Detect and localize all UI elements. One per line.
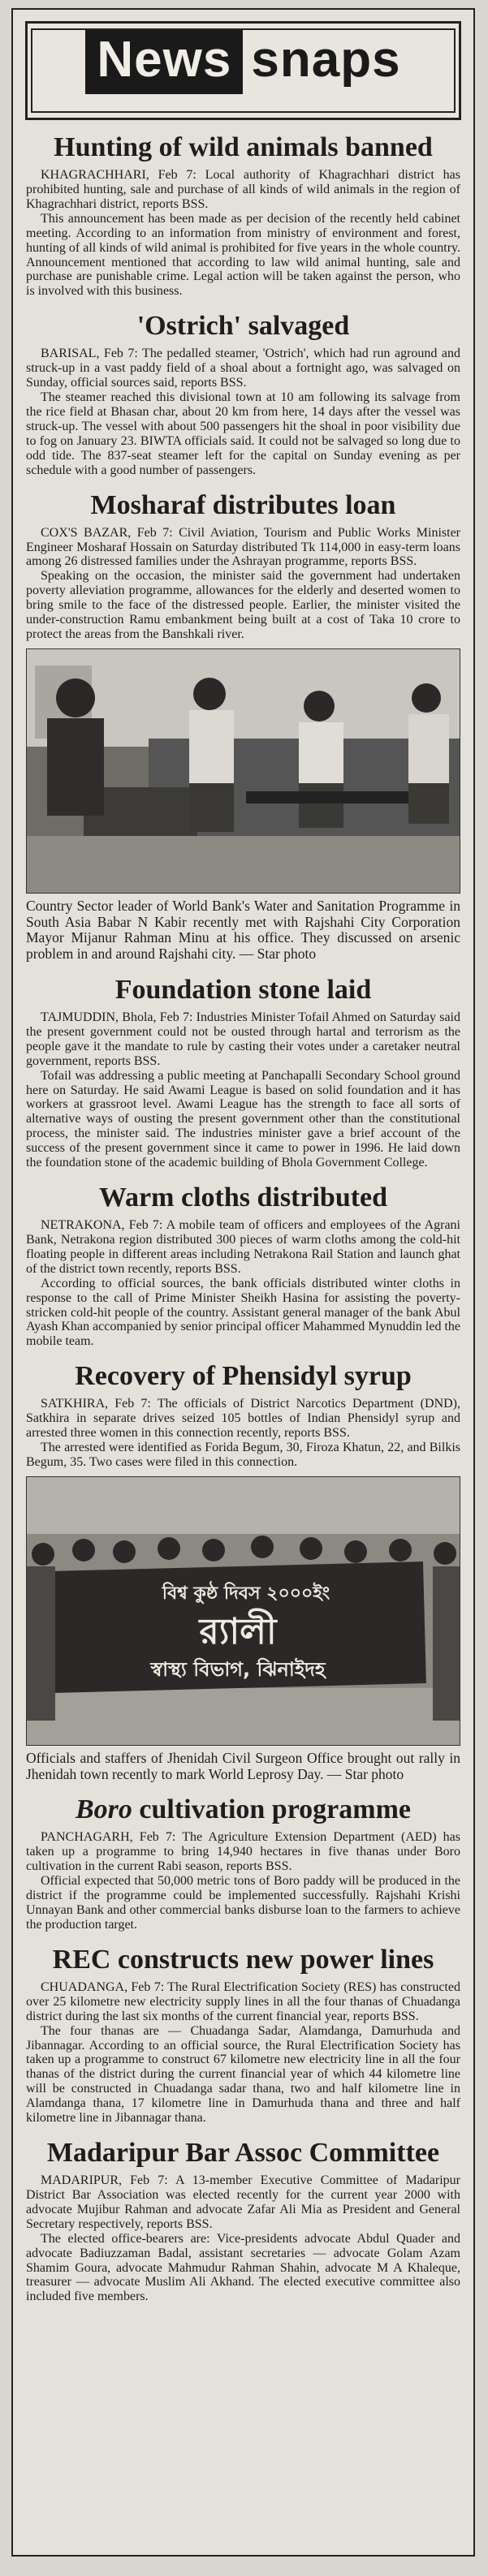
article-body bbox=[26, 168, 460, 299]
banner-line-1: বিশ্ব কুষ্ঠ দিবস ২০০০ইং bbox=[162, 1583, 330, 1604]
article-headline: Madaripur Bar Assoc Committee bbox=[46, 2137, 440, 2168]
masthead-word-snaps: snaps bbox=[251, 32, 401, 88]
article-body bbox=[26, 347, 460, 477]
article-headline: 'Ostrich' salvaged bbox=[136, 311, 350, 342]
photo-caption: Country Sector leader of World Bank's Water and Sanitation Programme in South Asia Babar N Kabir recently met with Rajshahi City Corporation Mayor Mijanur Rahman Minu at his office. They discussed on arsenic problem in and around Rajshahi city. — Star photo bbox=[26, 897, 460, 963]
article-paragraph: The four thanas are — Chuadanga Sadar, Alamdanga, Damurhuda and Jibannagar. According to an official source, the Rural Electrification Society has taken up a programme to construct 67 kilometre new electricity line in all the four thanas of the district during the current financial year of which 44 kilometre line will be constructed in Chuadanga sadar thana, two and half kilometre line in Alamdanga thana, 17 kilometre line in Damurhuda thana and three and half kilometre line in Jibannagar thana. bbox=[26, 2023, 460, 2126]
article-paragraph: SATKHIRA, Feb 7: The officials of District Narcotics Department (DND), Satkhira in separate drives seized 105 bottles of Indian Phensidyl syrup and arrested three women in this connection recently, reports BSS. bbox=[26, 1397, 460, 1441]
article-paragraph: MADARIPUR, Feb 7: A 13-member Executive Committee of Madaripur District Bar Association was elected recently for the current year 2000 with advocate Mujibur Rahman and advocate Zafar Ali Mia as President and General Secretary respectively, reports BSS. bbox=[26, 2173, 460, 2231]
article-headline: Warm cloths distributed bbox=[98, 1182, 388, 1213]
photo-caption: Officials and staffers of Jhenidah Civil Surgeon Office brought out rally in Jhenidah town recently to mark World Leprosy Day. — Star photo bbox=[26, 1749, 460, 1782]
article-headline bbox=[26, 1794, 460, 1825]
article-paragraph: According to official sources, the bank officials distributed winter cloths in response to the call of Prime Minister Sheikh Hasina for assisting the poverty-stricken cold-hit people of the country. Assistant general manager of the bank Abul Ayash Khan accompanied by senior principal officer Mahammed Mynuddin led the mobile team. bbox=[26, 1276, 460, 1349]
article-paragraph: The arrested were identified as Forida Begum, 30, Firoza Khatun, 22, and Bilkis Begum, 35. Two cases were filed in this connection. bbox=[26, 1441, 460, 1469]
article-paragraph: The steamer reached this divisional town at 10 am following its salvage from the rice field at Bhasan char, about 20 km from here, 14 days after the vessel was struck-up. The vessel with about 500 passengers hit the shoal in poor visibility due to fog on January 23. BIWTA officials said. It could not be salvaged so long due to odd tide. The 837-seat steamer left for the capital on Sunday evening as per schedule with a good number of passengers. bbox=[26, 390, 460, 477]
article-phensidyl bbox=[26, 1360, 460, 1782]
headline-rest: cultivation programme bbox=[132, 1794, 412, 1825]
banner-line-3: স্বাস্থ্য বিভাগ, ঝিনাইদহ bbox=[150, 1657, 326, 1681]
masthead-title bbox=[28, 32, 459, 88]
article-body bbox=[26, 1980, 460, 2126]
masthead bbox=[25, 21, 461, 120]
news-page bbox=[11, 8, 475, 2557]
article-headline: Mosharaf distributes loan bbox=[90, 489, 396, 520]
article-body bbox=[26, 1010, 460, 1170]
article-paragraph: TAJMUDDIN, Bhola, Feb 7: Industries Minister Tofail Ahmed on Saturday said the present government could not be ousted through hartal and terrorism as the people gave it the mandate to rule by casting their votes under a caretaker neutral government, reports BSS. bbox=[26, 1010, 460, 1068]
article-hunting-ban bbox=[26, 131, 460, 299]
rally-photo-illustration bbox=[27, 1477, 460, 1745]
news-content bbox=[13, 131, 473, 2304]
article-madaripur-bar bbox=[26, 2137, 460, 2304]
article-body bbox=[26, 2173, 460, 2304]
article-paragraph: The elected office-bearers are: Vice-presidents advocate Abdul Quader and advocate Badiuzzaman Badal, assistant secretaries — advocate Golam Azam Shamim Goura, advocate Mahmudur Rahman Shahin, advocate M A Khaleque, treasurer — advocate Muslim Ali Akhand. The elected executive committee also included five members. bbox=[26, 2231, 460, 2304]
masthead-word-news: News bbox=[85, 30, 243, 94]
article-mosharaf-loan bbox=[26, 489, 460, 963]
article-body bbox=[26, 1397, 460, 1470]
article-paragraph: Speaking on the occasion, the minister said the government had undertaken poverty alleviation programme, allowances for the elderly and deserted women to bring smile to the face of the distressed people. Earlier, the minister visited the under-construction Ramu embankment being built at a cost of Taka 10 crore to protect the areas from the Banshkali river. bbox=[26, 569, 460, 641]
article-paragraph: BARISAL, Feb 7: The pedalled steamer, 'Ostrich', which had run aground and struck-up in a vast paddy field of a shoal about a fortnight ago, was salvaged on Sunday, official sources said, reports BSS. bbox=[26, 347, 460, 390]
article-paragraph: NETRAKONA, Feb 7: A mobile team of officers and employees of the Agrani Bank, Netrakona region distributed 300 pieces of warm cloths among the cold-hit floating people in different areas including Netrakona Rail Station and launch ghat of the district town recently, reports BSS. bbox=[26, 1218, 460, 1276]
headline-italic-word: Boro bbox=[75, 1794, 132, 1825]
meeting-photo bbox=[26, 648, 460, 894]
article-paragraph: Tofail was addressing a public meeting at Panchapalli Secondary School ground here on Saturday. He said Awami League is based on solid foundation and it has workers at grassroot level. Awami League has the strength to face all sorts of alternative ways of ousting the present government other than the constitutional process, the minister said. The industries minister gave a brief account of the success of the present government since it came to power in 1996. He laid down the foundation stone of the academic building of Bhola Government College. bbox=[26, 1068, 460, 1170]
article-headline: REC constructs new power lines bbox=[52, 1944, 434, 1975]
article-body bbox=[26, 1218, 460, 1349]
article-paragraph: CHUADANGA, Feb 7: The Rural Electrification Society (RES) has constructed over 25 kilometre new electricity supply lines in all the four thanas of Chuadanga district during the last six months of the current financial year, reports BSS. bbox=[26, 1979, 460, 2023]
article-warm-cloths bbox=[26, 1182, 460, 1349]
meeting-photo-illustration bbox=[27, 649, 460, 893]
article-boro-cultivation bbox=[26, 1794, 460, 1932]
article-headline: Recovery of Phensidyl syrup bbox=[75, 1361, 412, 1392]
article-headline: Hunting of wild animals banned bbox=[54, 132, 433, 162]
article-paragraph: PANCHAGARH, Feb 7: The Agriculture Extension Department (AED) has taken up a programme to bring 14,940 hectares in five thanas under Boro cultivation in the current Rabi season, reports BSS. bbox=[26, 1830, 460, 1874]
article-rec-power-lines bbox=[26, 1944, 460, 2126]
article-foundation-stone bbox=[26, 974, 460, 1170]
article-paragraph: COX'S BAZAR, Feb 7: Civil Aviation, Tourism and Public Works Minister Engineer Mosharaf Hossain on Saturday distributed Tk 114,000 in easy-term loans among 26 distressed families under the Ashrayan programme, reports BSS. bbox=[26, 525, 460, 569]
article-paragraph: This announcement has been made as per decision of the recently held cabinet meeting. According to an information from ministry of environment and forest, hunting of all kinds of wild animal is prohibited for five years in the whole country. Announcement mentioned that according to law wild animal hunting, sale and purchase are punishable crime. Legal action will be taken against the person, who is involved with this business. bbox=[26, 211, 460, 299]
article-ostrich-salvaged bbox=[26, 310, 460, 477]
banner-line-2: র‌্যালী bbox=[199, 1610, 277, 1652]
rally-photo bbox=[26, 1476, 460, 1746]
article-paragraph: Official expected that 50,000 metric tons of Boro paddy will be produced in the district if the programme could be implemented successfully. Rajshahi Krishi Unnayan Bank and other commercial banks disburse loan to the farmers to achieve the production target. bbox=[26, 1874, 460, 1932]
article-headline: Foundation stone laid bbox=[114, 974, 372, 1005]
article-body bbox=[26, 526, 460, 642]
article-paragraph: KHAGRACHHARI, Feb 7: Local authority of Khagrachhari district has prohibited hunting, sale and purchase of all kinds of wild animals in the region of Khagrachhari district, reports BSS. bbox=[26, 168, 460, 211]
article-body bbox=[26, 1830, 460, 1932]
